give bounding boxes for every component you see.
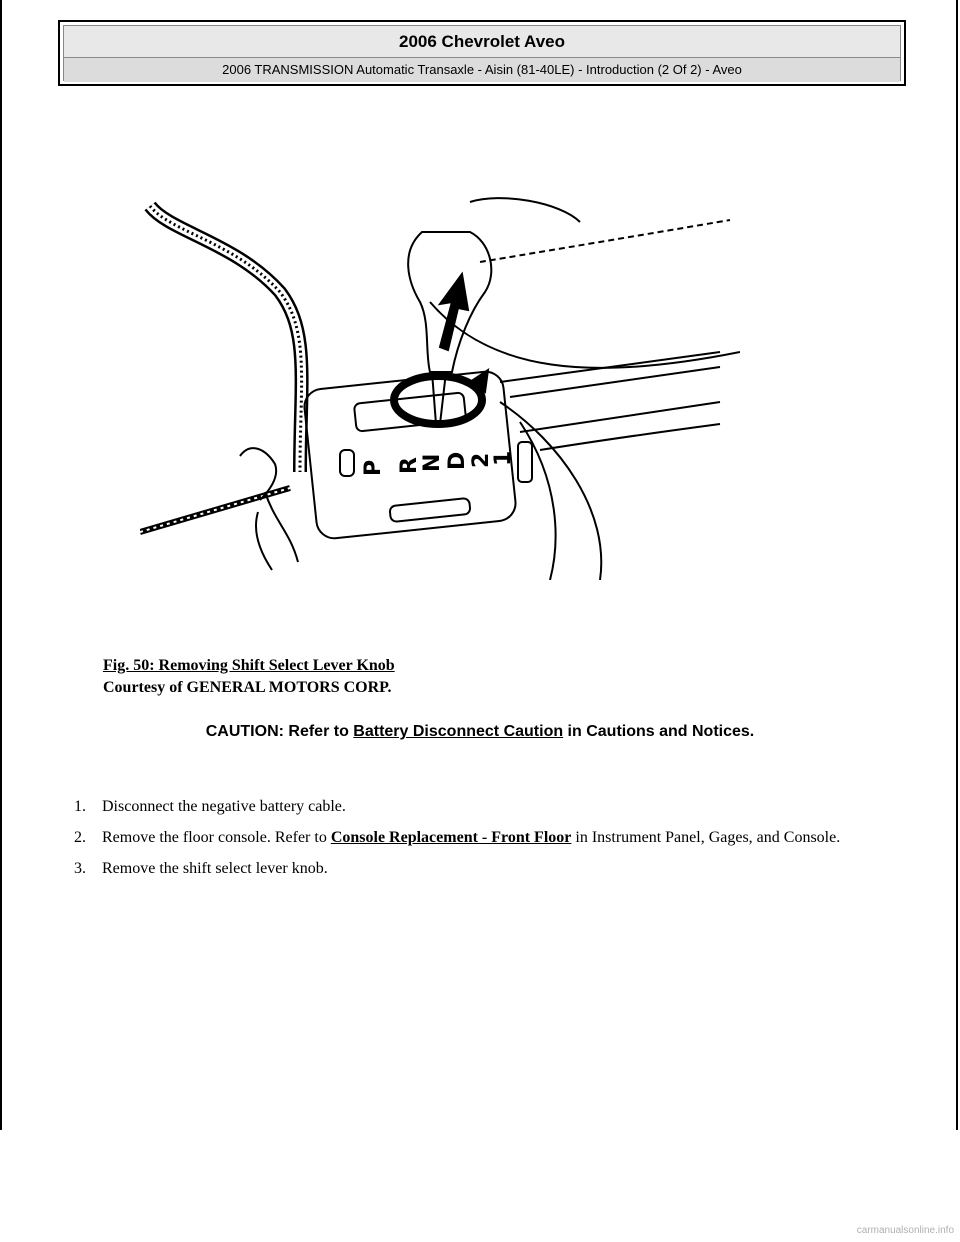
step-number: 2. [74,829,86,846]
figure-title-link[interactable]: Fig. 50: Removing Shift Select Lever Knob [103,657,395,674]
step-text: Disconnect the negative battery cable. [102,798,346,815]
figure-courtesy: Courtesy of GENERAL MOTORS CORP. [103,679,392,696]
step-number: 3. [74,860,86,877]
header-title: 2006 Chevrolet Aveo [64,26,900,58]
step-text-before: Remove the floor console. Refer to [102,829,331,846]
caution-prefix: CAUTION: Refer to [205,723,354,740]
up-arrow [440,274,468,350]
shift-lever-illustration [140,192,740,580]
step-text-after: in Instrument Panel, Gages, and Console. [571,829,841,846]
gear-1: 1 [491,450,516,466]
step-item [74,858,914,880]
procedure-steps [74,796,914,889]
document-header [58,20,906,86]
site-watermark: carmanualsonline.info [856,1225,954,1236]
gear-r: R [397,457,422,474]
rotate-arrow [394,376,482,424]
step-item [74,796,914,818]
console-replacement-link[interactable]: Console Replacement - Front Floor [330,829,572,846]
header-inner [63,25,901,81]
gear-2: 2 [469,452,494,468]
header-subtitle: 2006 TRANSMISSION Automatic Transaxle - Aisin (81-40LE) - Introduction (2 Of 2) - Aveo [64,58,900,82]
battery-disconnect-caution-link[interactable]: Battery Disconnect Caution [353,723,564,740]
step-number: 1. [74,798,86,815]
step-item [74,827,914,849]
gear-p: P [361,459,386,476]
gear-n: N [420,453,445,472]
page-border-left [0,0,2,1130]
caution-note [0,723,960,741]
step-text [102,827,914,849]
gear-d: D [445,451,470,470]
step-text: Remove the shift select lever knob. [102,860,328,877]
figure-caption [103,655,395,699]
caution-suffix: in Cautions and Notices. [563,723,755,740]
page-border-right [956,0,958,1130]
